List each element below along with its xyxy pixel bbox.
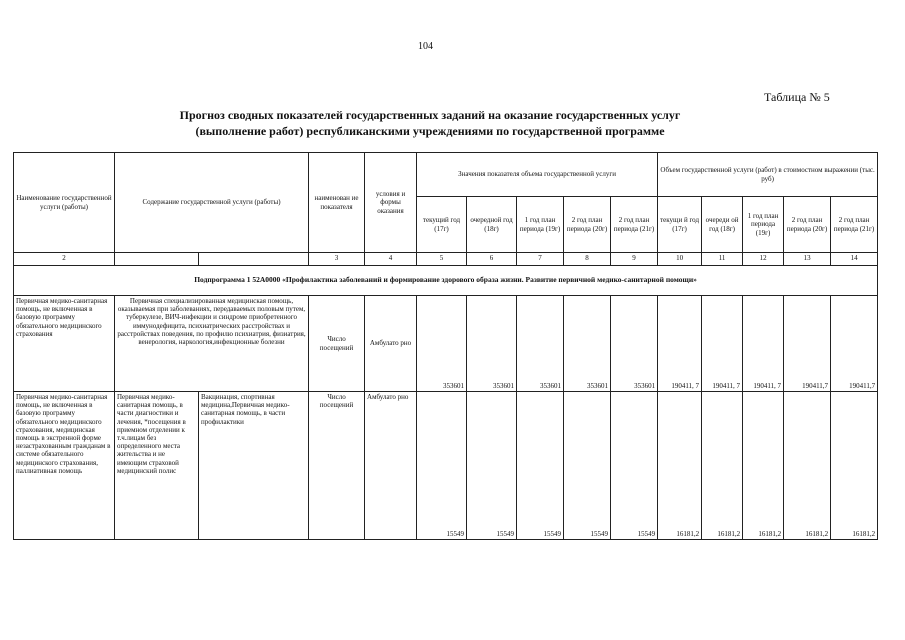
header-service-content: Содержание государственной услуги (работы) (115, 153, 309, 253)
row-cost-value: 190411,7 (784, 296, 831, 392)
row-service-content: Первичная специализированная медицинская помощь, оказываемая при заболеваниях, передаваемых половым путем, туберкулезе, ВИЧ-инфекции и синдроме приобретенного иммунодефицита, психиатрических расстройствах и расстройствах поведения, по профилю психиатрия, физиатрия, венерология, наркология,инфекционные болезни (115, 296, 309, 392)
row-conditions: Амбулато рно (365, 392, 417, 540)
row-service-name: Первичная медико-санитарная помощь, не включенная в базовую программу обязательного медицинского страхования (14, 296, 115, 392)
row-volume-value: 353601 (517, 296, 564, 392)
header-volume-group: Значения показателя объема государственной услуги (417, 153, 658, 197)
header-conditions: условия и формы оказания (365, 153, 417, 253)
row-volume-value: 15549 (467, 392, 517, 540)
header-cost-year: текущи й год (17г) (658, 197, 702, 253)
row-volume-value: 15549 (564, 392, 611, 540)
header-service-name: Наименование государственной услуги (работы) (14, 153, 115, 253)
column-number: 11 (702, 253, 743, 266)
row-cost-value: 16181,2 (743, 392, 784, 540)
row-volume-value: 15549 (517, 392, 564, 540)
column-number: 9 (611, 253, 658, 266)
row-indicator: Число посещений (309, 392, 365, 540)
column-number: 10 (658, 253, 702, 266)
column-number: 12 (743, 253, 784, 266)
column-number-empty (115, 253, 199, 266)
column-number: 4 (365, 253, 417, 266)
row-volume-value: 15549 (611, 392, 658, 540)
header-volume-year: 2 год план периода (20г) (564, 197, 611, 253)
column-number: 2 (14, 253, 115, 266)
column-number: 8 (564, 253, 611, 266)
forecast-table (13, 152, 878, 540)
header-volume-year: 1 год план периода (19г) (517, 197, 564, 253)
column-number: 6 (467, 253, 517, 266)
column-number: 7 (517, 253, 564, 266)
page-number: 104 (418, 41, 433, 52)
column-number: 5 (417, 253, 467, 266)
header-indicator-name: наименован ие показателя (309, 153, 365, 253)
subprogram-title: Подпрограмма 1 52А0000 «Профилактика заболеваний и формирование здорового образа жизни. Развитие первичной медико-санитарной помощи» (14, 266, 878, 296)
document-title-line2: (выполнение работ) республиканскими учреждениями по государственной программе (195, 124, 665, 138)
row-cost-value: 16181,2 (784, 392, 831, 540)
row-service-name: Первичная медико-санитарная помощь, не включенная в базовую программу обязательного медицинского страхования, медицинская помощь в экстренной форме незастрахованным гражданам в системе обязательного медицинского страхования, паллиативная помощь (14, 392, 115, 540)
header-cost-year: 1 год план периода (19г) (743, 197, 784, 253)
row-cost-value: 16181,2 (702, 392, 743, 540)
row-volume-value: 353601 (611, 296, 658, 392)
row-cost-value: 190411,7 (831, 296, 878, 392)
column-number: 14 (831, 253, 878, 266)
header-volume-year: 2 год план периода (21г) (611, 197, 658, 253)
header-cost-group: Объем государственной услуги (работ) в стоимостном выражении (тыс. руб) (658, 153, 878, 197)
row-conditions: Амбулато рно (365, 296, 417, 392)
header-cost-year: 2 год план периода (20г) (784, 197, 831, 253)
header-cost-year: 2 год план периода (21г) (831, 197, 878, 253)
row-volume-value: 15549 (417, 392, 467, 540)
row-volume-value: 353601 (564, 296, 611, 392)
row-volume-value: 353601 (417, 296, 467, 392)
row-volume-value: 353601 (467, 296, 517, 392)
column-number-empty (199, 253, 309, 266)
row-cost-value: 190411, 7 (658, 296, 702, 392)
row-indicator: Число посещений (309, 296, 365, 392)
row-service-content: Вакцинация, спортивная медицина,Первичная медико-санитарная помощь, в части профилактики (199, 392, 309, 540)
table-label: Таблица № 5 (764, 90, 830, 104)
row-cost-value: 190411, 7 (702, 296, 743, 392)
column-number: 13 (784, 253, 831, 266)
row-cost-value: 190411, 7 (743, 296, 784, 392)
row-cost-value: 16181,2 (831, 392, 878, 540)
document-title-line1: Прогноз сводных показателей государственных заданий на оказание государственных услуг (179, 108, 681, 122)
header-volume-year: очередной год (18г) (467, 197, 517, 253)
header-volume-year: текущий год (17г) (417, 197, 467, 253)
header-cost-year: очереди ой год (18г) (702, 197, 743, 253)
row-service-content: Первичная медико-санитарная помощь, в части диагностики и лечения, *посещения в приемном отделении к т.ч.лицам без определенного места жительства и не имеющим страховой медицинский полис (115, 392, 199, 540)
column-number: 3 (309, 253, 365, 266)
row-cost-value: 16181,2 (658, 392, 702, 540)
